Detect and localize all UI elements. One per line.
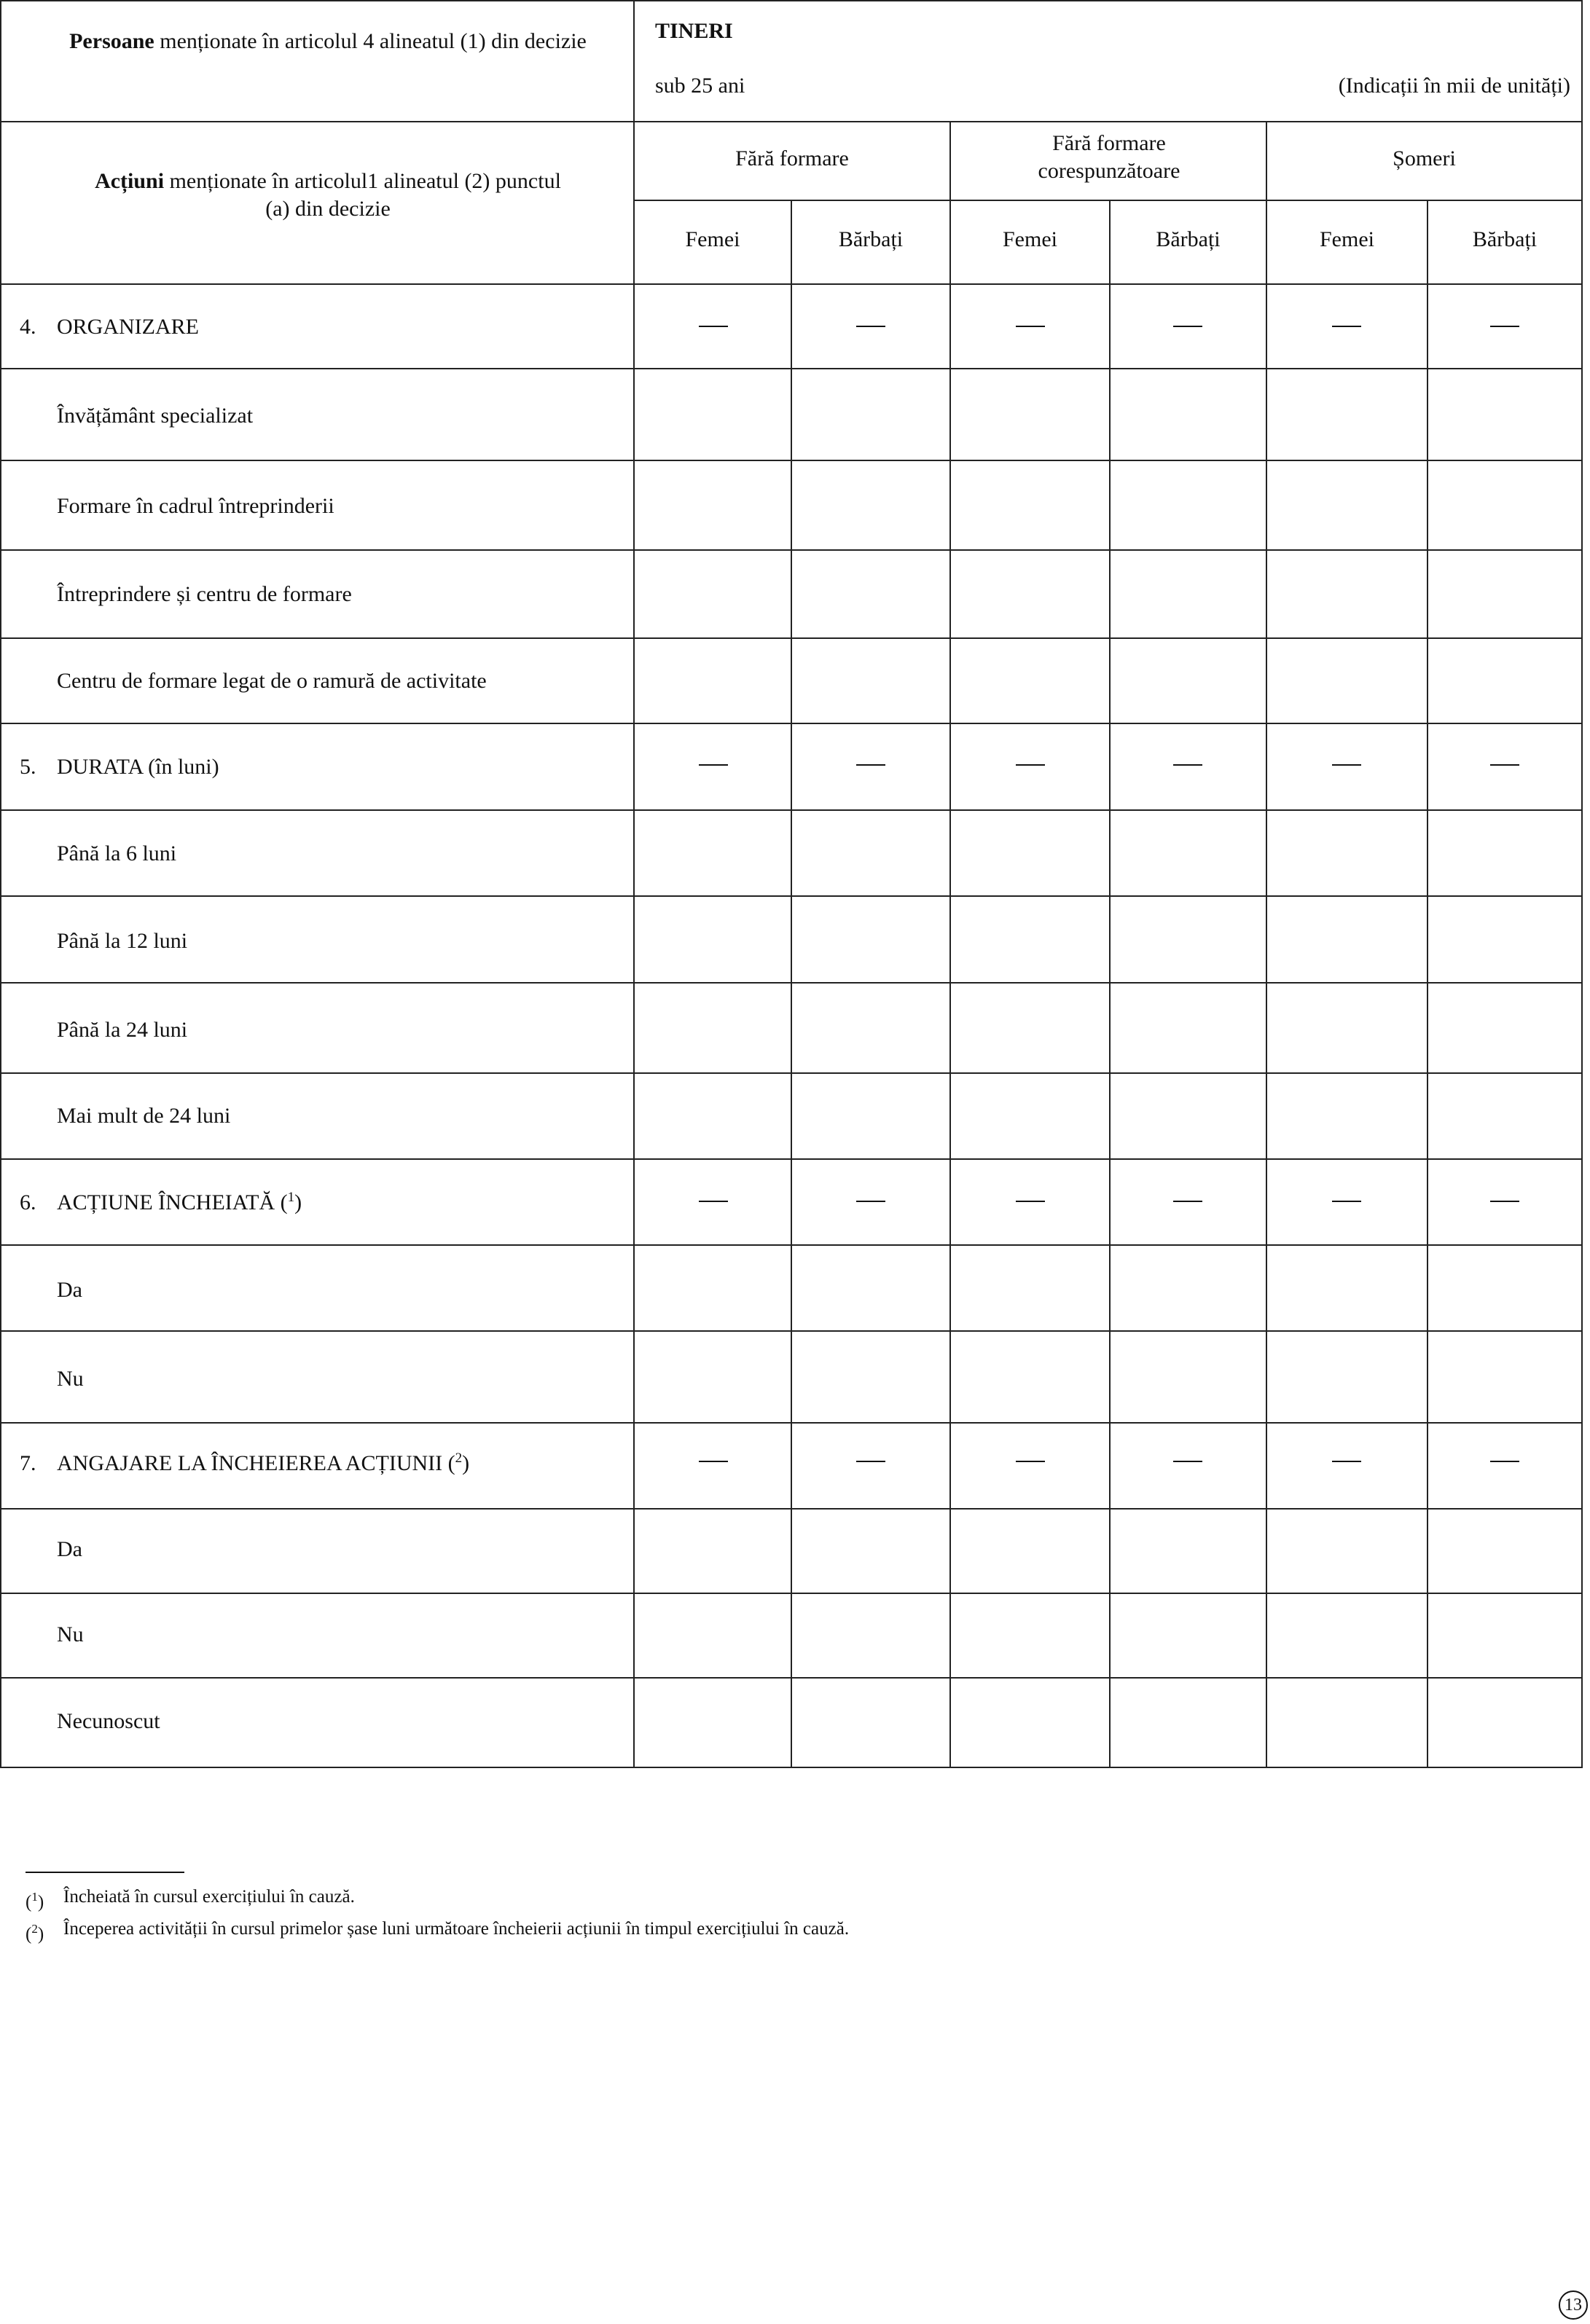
empty-cell-dash [699, 764, 728, 766]
footnote-ref: 1 [287, 1190, 295, 1205]
row-label: Până la 24 luni [57, 1018, 188, 1042]
footnote: ($^1$) Încheiată în cursul exercițiului în cauză. [26, 1887, 355, 1912]
footnote-text: Încheiată în cursul exercițiului în cauză. [63, 1887, 355, 1907]
category-header: Șomeri [1393, 146, 1456, 170]
empty-cell-dash [1490, 764, 1519, 766]
row-label: Centru de formare legat de o ramură de activitate [57, 669, 487, 693]
table-column-rule [1427, 200, 1428, 1768]
row-label: Până la 6 luni [57, 841, 177, 865]
empty-cell-dash [1173, 326, 1202, 327]
empty-cell-dash [856, 764, 885, 766]
table-rule [0, 121, 1583, 122]
footnote: ($^2$) Începerea activității în cursul primelor șase luni următoare încheierii acțiunii în timpul exercițiului în cauză. [26, 1919, 850, 1944]
table-column-rule [1109, 200, 1111, 1768]
row-label: Necunoscut [57, 1709, 160, 1733]
row-label: ACȚIUNE ÎNCHEIATĂ ($^1$) [57, 1190, 302, 1214]
footnote-marker: 1 [31, 1890, 38, 1904]
empty-cell-dash [1016, 764, 1045, 766]
gender-header: Bărbați [1472, 227, 1538, 251]
empty-cell-dash [856, 1201, 885, 1202]
empty-cell-dash [1332, 326, 1361, 327]
group-subtitle: sub 25 ani [655, 74, 745, 98]
row-label-text: ANGAJARE LA ÎNCHEIEREA ACȚIUNII ( [57, 1451, 455, 1475]
group-title: TINERI [655, 19, 733, 43]
table-column-rule [791, 200, 792, 1768]
empty-cell-dash [1173, 764, 1202, 766]
gender-header: Bărbați [1156, 227, 1221, 251]
page-number: 13 [1559, 2290, 1588, 2320]
row-number: 5. [20, 755, 36, 779]
persons-header: Persoane menționate în articolul 4 alineatul (1) din decizie [69, 29, 587, 53]
empty-cell-dash [1332, 1461, 1361, 1462]
empty-cell-dash [1490, 1201, 1519, 1202]
empty-cell-dash [1490, 1461, 1519, 1462]
empty-cell-dash [1173, 1201, 1202, 1202]
row-label: Întreprindere și centru de formare [57, 582, 352, 606]
row-label: Nu [57, 1622, 84, 1646]
row-number: 7. [20, 1451, 36, 1475]
table-column-rule [949, 121, 951, 1768]
empty-cell-dash [856, 326, 885, 327]
table-column-rule [1266, 121, 1267, 1768]
empty-cell-dash [699, 1461, 728, 1462]
empty-cell-dash [1490, 326, 1519, 327]
empty-cell-dash [1332, 1201, 1361, 1202]
category-header: Fără formare [735, 146, 849, 170]
row-number: 6. [20, 1190, 36, 1214]
row-label: Nu [57, 1367, 84, 1391]
row-label: Da [57, 1278, 82, 1302]
empty-cell-dash [699, 1201, 728, 1202]
row-label: Până la 12 luni [57, 929, 188, 953]
table-rule [634, 200, 1583, 201]
footnote-separator [26, 1872, 184, 1873]
row-label: Da [57, 1537, 82, 1561]
table-column-rule [633, 0, 635, 1768]
table-border-right [1581, 0, 1583, 1768]
row-number: 4. [20, 315, 36, 339]
row-label: Mai mult de 24 luni [57, 1104, 231, 1128]
units-note: (Indicații în mii de unități) [1338, 74, 1570, 98]
row-label: Învățământ specializat [57, 404, 254, 428]
empty-cell-dash [1016, 1201, 1045, 1202]
row-label: Formare în cadrul întreprinderii [57, 494, 334, 518]
gender-header: Femei [1003, 227, 1057, 251]
gender-header: Bărbați [838, 227, 904, 251]
footnote-marker: 2 [31, 1922, 38, 1936]
footnote-ref: 2 [455, 1450, 463, 1466]
empty-cell-dash [699, 326, 728, 327]
empty-cell-dash [1016, 326, 1045, 327]
gender-header: Femei [685, 227, 740, 251]
row-label: DURATA (în luni) [57, 755, 219, 779]
table-border-top [0, 0, 1583, 1]
row-label: ANGAJARE LA ÎNCHEIEREA ACȚIUNII ($^2$) [57, 1450, 470, 1475]
gender-header: Femei [1320, 227, 1374, 251]
empty-cell-dash [1016, 1461, 1045, 1462]
actions-header: Acțiuni menționate în articolul1 alineatul (2) punctul (a) din decizie [95, 169, 561, 221]
footnote-text: Începerea activității în cursul primelor șase luni următoare încheierii acțiunii în timpul exercițiului în cauză. [63, 1919, 850, 1939]
table-border-left [0, 0, 1, 1768]
category-header: Fără formare corespunzătoare [1038, 131, 1180, 183]
row-label: ORGANIZARE [57, 315, 199, 339]
empty-cell-dash [1332, 764, 1361, 766]
empty-cell-dash [856, 1461, 885, 1462]
empty-cell-dash [1173, 1461, 1202, 1462]
row-label-text: ACȚIUNE ÎNCHEIATĂ ( [57, 1190, 288, 1214]
